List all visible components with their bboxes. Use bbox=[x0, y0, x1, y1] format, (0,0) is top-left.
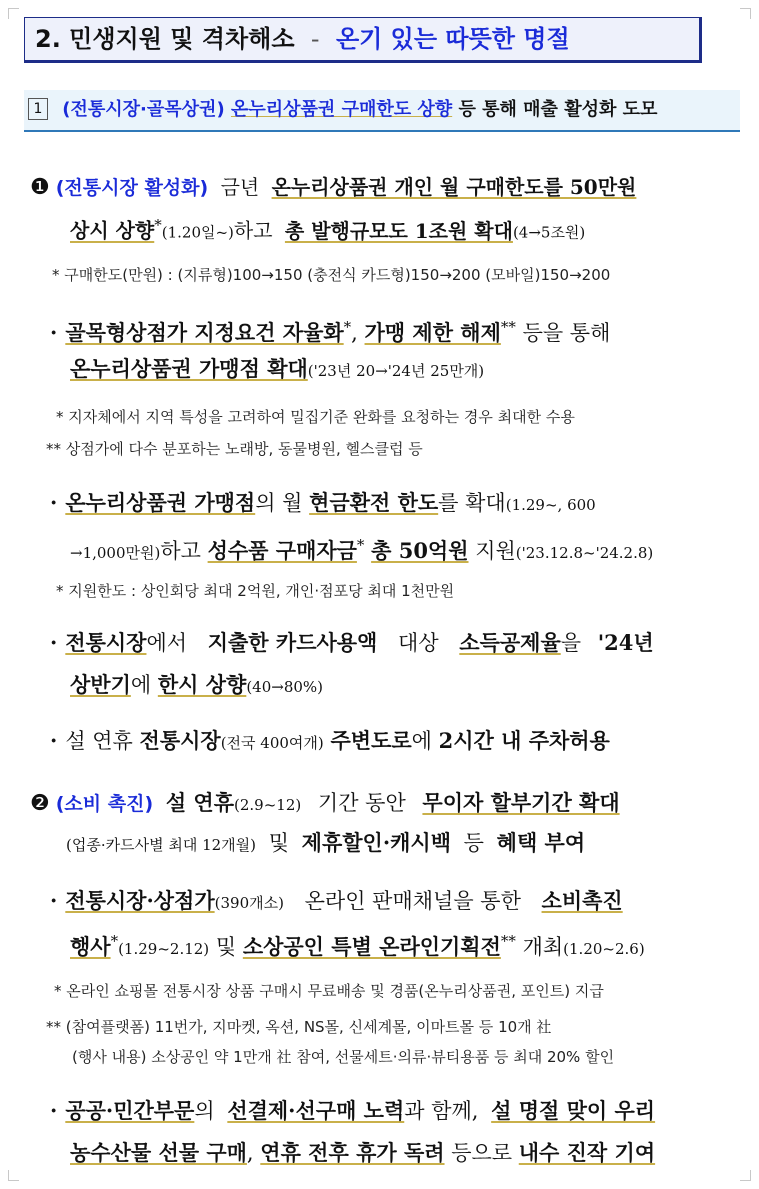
title-dash: - bbox=[310, 25, 320, 53]
block2-text-bold: 무이자 할부기간 확대 bbox=[422, 790, 620, 815]
bullet-mark: · bbox=[50, 320, 58, 345]
block1-text-bold: 상시 상향 bbox=[70, 218, 155, 243]
block1-text-bold: 소득공제율 bbox=[459, 630, 561, 655]
block2-text-bold: 제휴할인·캐시백 bbox=[301, 830, 451, 855]
block1-text: ('23.12.8~'24.2.8) bbox=[515, 544, 654, 562]
block2-bullet2-line2 bbox=[70, 1138, 655, 1168]
page-corner-mark bbox=[8, 8, 19, 19]
block1-text: (4→5조원) bbox=[512, 223, 586, 242]
block1-text-bold: 전통시장 bbox=[139, 728, 221, 753]
block1-note4: * 지원한도 : 상인회당 최대 2억원, 개인·점포당 최대 1천만원 bbox=[56, 582, 455, 600]
block1-text-bold: 2시간 내 주차허용 bbox=[438, 728, 610, 753]
block2-text-bold: 농수산물 선물 구매 bbox=[70, 1140, 247, 1165]
block2-note3: (행사 내용) 소상공인 약 1만개 社 참여, 선물세트·의류·뷰티용품 등 최대 20% 할인 bbox=[72, 1048, 615, 1066]
block2-text-bold: 선결제·선구매 노력 bbox=[227, 1098, 405, 1123]
block2-text-bold: 소비촉진 bbox=[541, 888, 623, 913]
block1-text-bold: 지출한 카드사용액 bbox=[207, 630, 378, 655]
block2-text-bold: 행사 bbox=[70, 934, 111, 959]
block1-text-bold: 주변도로 bbox=[330, 728, 412, 753]
block1-text: (1.20일~) bbox=[161, 223, 234, 242]
block1-text-bold: '24년 bbox=[597, 630, 654, 655]
bullet-mark: · bbox=[50, 630, 58, 655]
block1-text: 에서 bbox=[146, 631, 188, 655]
block1-text-bold: 전통시장 bbox=[65, 630, 147, 655]
bullet-mark: · bbox=[50, 888, 58, 913]
section-prefix: (전통시장·골목상권) bbox=[62, 99, 225, 120]
page-title bbox=[24, 17, 702, 63]
block2-line2 bbox=[66, 828, 585, 860]
block1-text: 금년 bbox=[220, 175, 260, 199]
block1-text: (40→80%) bbox=[246, 678, 324, 696]
block2-text: 등 bbox=[463, 831, 484, 855]
block1-text-bold: 현금환전 한도 bbox=[309, 490, 439, 515]
block2-text: 의 bbox=[194, 1099, 215, 1123]
block2-text-bold: 소상공인 특별 온라인기획전 bbox=[242, 934, 501, 959]
block1-text: 를 확대 bbox=[438, 491, 506, 515]
footnote-mark: * bbox=[343, 318, 352, 336]
block2-text: 개최 bbox=[522, 935, 564, 959]
block1-text-bold: 가맹 제한 해제 bbox=[364, 320, 501, 345]
block1-note1: * 구매한도(만원) : (지류형)100→150 (충전식 카드형)150→200 (모바일)150→200 bbox=[52, 266, 611, 284]
block1-bullet1-line1 bbox=[50, 312, 610, 348]
block2-text: 및 bbox=[268, 831, 289, 855]
block1-text-bold: 골목형상점가 지정요건 자율화 bbox=[65, 320, 344, 345]
block2-text: 기간 동안 bbox=[317, 791, 406, 815]
block2-text: , bbox=[246, 1141, 254, 1165]
block1-text: 의 월 bbox=[255, 491, 303, 515]
block1-text: 에 bbox=[130, 673, 152, 697]
block1-text: 설 연휴 bbox=[65, 729, 133, 753]
block2-text-bold: 설 연휴 bbox=[165, 790, 234, 815]
block1-text-bold: 상반기 bbox=[70, 672, 131, 697]
block2-text-bold: 공공·민간부문 bbox=[65, 1098, 195, 1123]
block1-text: 등을 통해 bbox=[522, 321, 611, 345]
block2-bullet2-line1 bbox=[50, 1096, 655, 1126]
block1-text: 대상 bbox=[398, 631, 439, 655]
block2-text-bold: 혜택 부여 bbox=[496, 830, 586, 855]
bullet-mark: · bbox=[50, 490, 58, 515]
block2-tag: (소비 촉진) bbox=[55, 793, 154, 815]
block2-text: 온라인 판매채널을 통한 bbox=[304, 889, 521, 913]
page-corner-mark bbox=[740, 1170, 751, 1181]
block1-text: 에 bbox=[411, 729, 432, 753]
block1-note3: ** 상점가에 다수 분포하는 노래방, 동물병원, 헬스클럽 등 bbox=[46, 440, 423, 458]
footnote-mark: * bbox=[356, 536, 365, 554]
block1-text-bold: 온누리상품권 개인 월 구매한도를 50만원 bbox=[271, 175, 637, 199]
block1-text: 을 bbox=[560, 631, 582, 655]
block2-text: 및 bbox=[215, 935, 237, 959]
block2-text: (1.20~2.6) bbox=[563, 940, 645, 958]
section-number: 1 bbox=[28, 98, 48, 120]
block2-text: (업종·카드사별 최대 12개월) bbox=[66, 836, 256, 854]
block2-text: 과 함께, bbox=[404, 1099, 479, 1123]
block1-text-bold: 총 발행규모도 1조원 확대 bbox=[284, 218, 513, 243]
block1-text-bold: 한시 상향 bbox=[157, 672, 247, 697]
block2-text-bold: 설 명절 맞이 우리 bbox=[491, 1098, 656, 1123]
block1-note2: * 지자체에서 지역 특성을 고려하여 밀집기준 완화를 요청하는 경우 최대한 수용 bbox=[56, 408, 575, 426]
section-rest: 등 통해 매출 활성화 도모 bbox=[458, 99, 658, 120]
block1-marker: ❶ bbox=[30, 175, 50, 200]
block1-text: ('23년 20→'24년 25만개) bbox=[307, 362, 485, 380]
block2-text: 등으로 bbox=[451, 1141, 513, 1165]
footnote-mark: * bbox=[110, 932, 119, 950]
block1-text-bold: 성수품 구매자금 bbox=[207, 538, 357, 563]
section-highlight: 온누리상품권 구매한도 상향 bbox=[230, 99, 453, 120]
block1-text: 지원 bbox=[475, 539, 516, 563]
title-main: 2. 민생지원 및 격차해소 bbox=[35, 25, 295, 53]
page-corner-mark bbox=[740, 8, 751, 19]
block1-text: (전국 400여개) bbox=[220, 734, 324, 752]
block2-line1 bbox=[30, 788, 620, 820]
block1-text: 하고 bbox=[233, 218, 273, 243]
block2-text: (2.9~12) bbox=[234, 796, 302, 814]
block1-bullet3-line2 bbox=[70, 670, 323, 702]
footnote-mark: ** bbox=[500, 318, 516, 336]
block1-text: , bbox=[351, 321, 358, 345]
title-sub: 온기 있는 따뜻한 명절 bbox=[335, 25, 570, 53]
block2-bullet1-line1 bbox=[50, 886, 623, 918]
block2-text: (390개소) bbox=[214, 894, 284, 912]
block2-text-bold: 연휴 전후 휴가 독려 bbox=[260, 1140, 445, 1165]
block1-bullet3-line1 bbox=[50, 628, 654, 658]
block2-note1: * 온라인 쇼핑몰 전통시장 상품 구매시 무료배송 및 경품(온누리상품권, 포인트) 지급 bbox=[54, 982, 604, 1000]
block1-bullet4 bbox=[50, 726, 610, 758]
block1-text-bold: 총 50억원 bbox=[371, 538, 469, 563]
block2-text-bold: 전통시장·상점가 bbox=[65, 888, 215, 913]
footnote-mark: * bbox=[154, 216, 162, 234]
block1-bullet2-line1 bbox=[50, 488, 596, 520]
footnote-mark: ** bbox=[500, 932, 516, 950]
block1-text-bold: 온누리상품권 가맹점 bbox=[65, 490, 256, 515]
bullet-mark: · bbox=[50, 1098, 58, 1123]
block2-marker: ❷ bbox=[30, 791, 50, 816]
block1-bullet2-line2 bbox=[70, 530, 653, 568]
block2-text: (1.29~2.12) bbox=[118, 940, 210, 958]
block2-note2: ** (참여플랫폼) 11번가, 지마켓, 옥션, NS몰, 신세계몰, 이마트몰 등 10개 社 bbox=[46, 1018, 552, 1036]
page-corner-mark bbox=[8, 1170, 19, 1181]
block1-bullet1-line2 bbox=[70, 354, 484, 386]
block1-text-bold: 온누리상품권 가맹점 확대 bbox=[70, 356, 308, 381]
block1-text: →1,000만원) bbox=[70, 544, 161, 562]
block1-tag: (전통시장 활성화) bbox=[55, 177, 209, 199]
block1-text: 하고 bbox=[160, 539, 201, 563]
block1-line2 bbox=[70, 210, 585, 248]
section-heading bbox=[24, 90, 740, 132]
bullet-mark: · bbox=[50, 728, 58, 753]
block1-text: (1.29~, 600 bbox=[505, 496, 596, 514]
block1-line1 bbox=[30, 172, 636, 203]
block2-text-bold: 내수 진작 기여 bbox=[518, 1140, 656, 1165]
block2-bullet1-line2 bbox=[70, 926, 645, 964]
